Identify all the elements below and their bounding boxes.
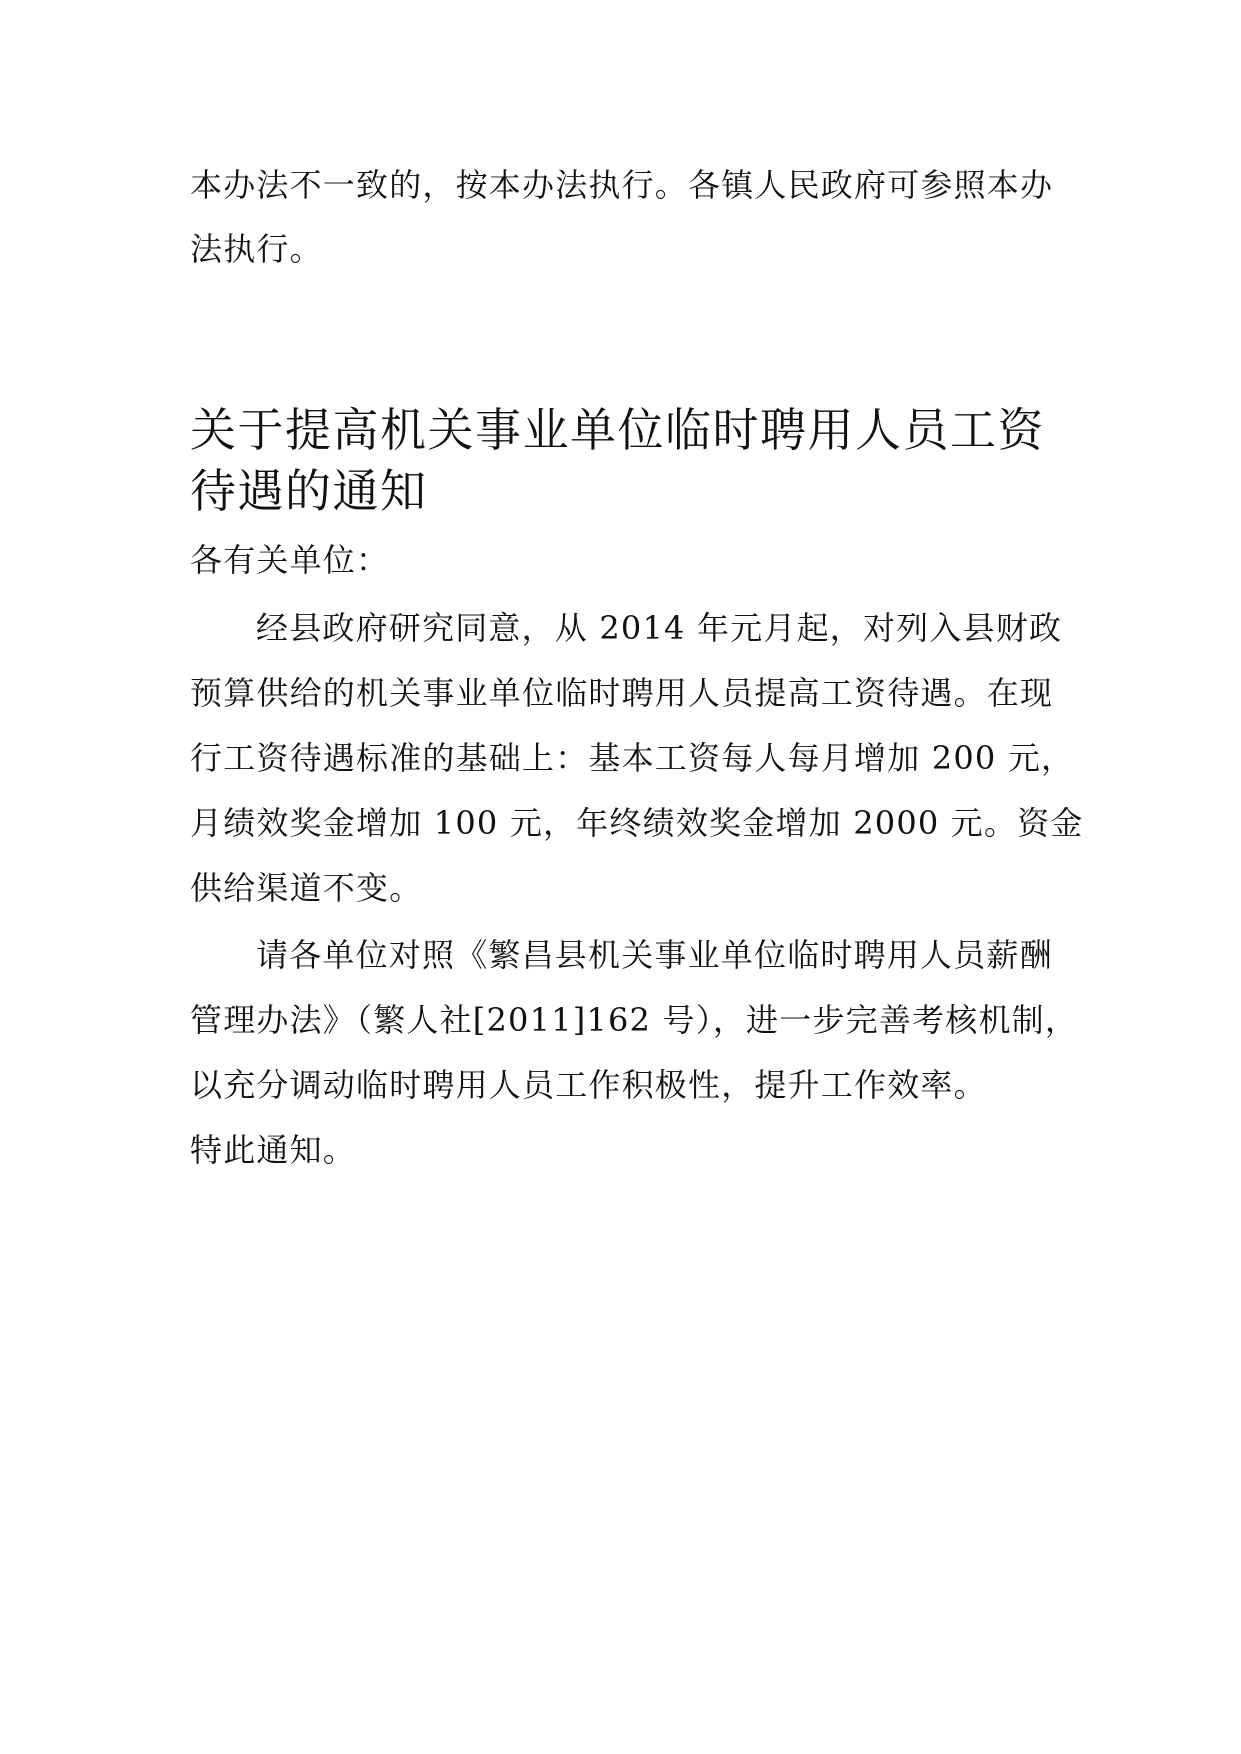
- closing-line: 特此通知。: [190, 1131, 357, 1169]
- text-line: 行工资待遇标准的基础上：基本工资每人每月增加 200 元，: [190, 739, 1075, 777]
- text-line: 法执行。: [190, 230, 323, 268]
- text-line: 请各单位对照《繁昌县机关事业单位临时聘用人员薪酬: [256, 936, 1053, 974]
- text-line: 月绩效奖金增加 100 元，年终绩效奖金增加 2000 元。资金: [190, 804, 1084, 842]
- salutation: 各有关单位：: [190, 541, 390, 579]
- text-line: 以充分调动临时聘用人员工作积极性，提升工作效率。: [190, 1066, 987, 1104]
- text-line: 预算供给的机关事业单位临时聘用人员提高工资待遇。在现: [190, 674, 1054, 712]
- notice-title-line: 关于提高机关事业单位临时聘用人员工资: [190, 403, 1045, 457]
- text-line: 经县政府研究同意，从 2014 年元月起，对列入县财政: [256, 609, 1063, 647]
- notice-title-line: 待遇的通知: [190, 464, 428, 518]
- text-line: 本办法不一致的，按本办法执行。各镇人民政府可参照本办: [190, 166, 1054, 204]
- text-line: 管理办法》（繁人社[2011]162 号），进一步完善考核机制，: [190, 1001, 1079, 1039]
- text-line: 供给渠道不变。: [190, 869, 423, 907]
